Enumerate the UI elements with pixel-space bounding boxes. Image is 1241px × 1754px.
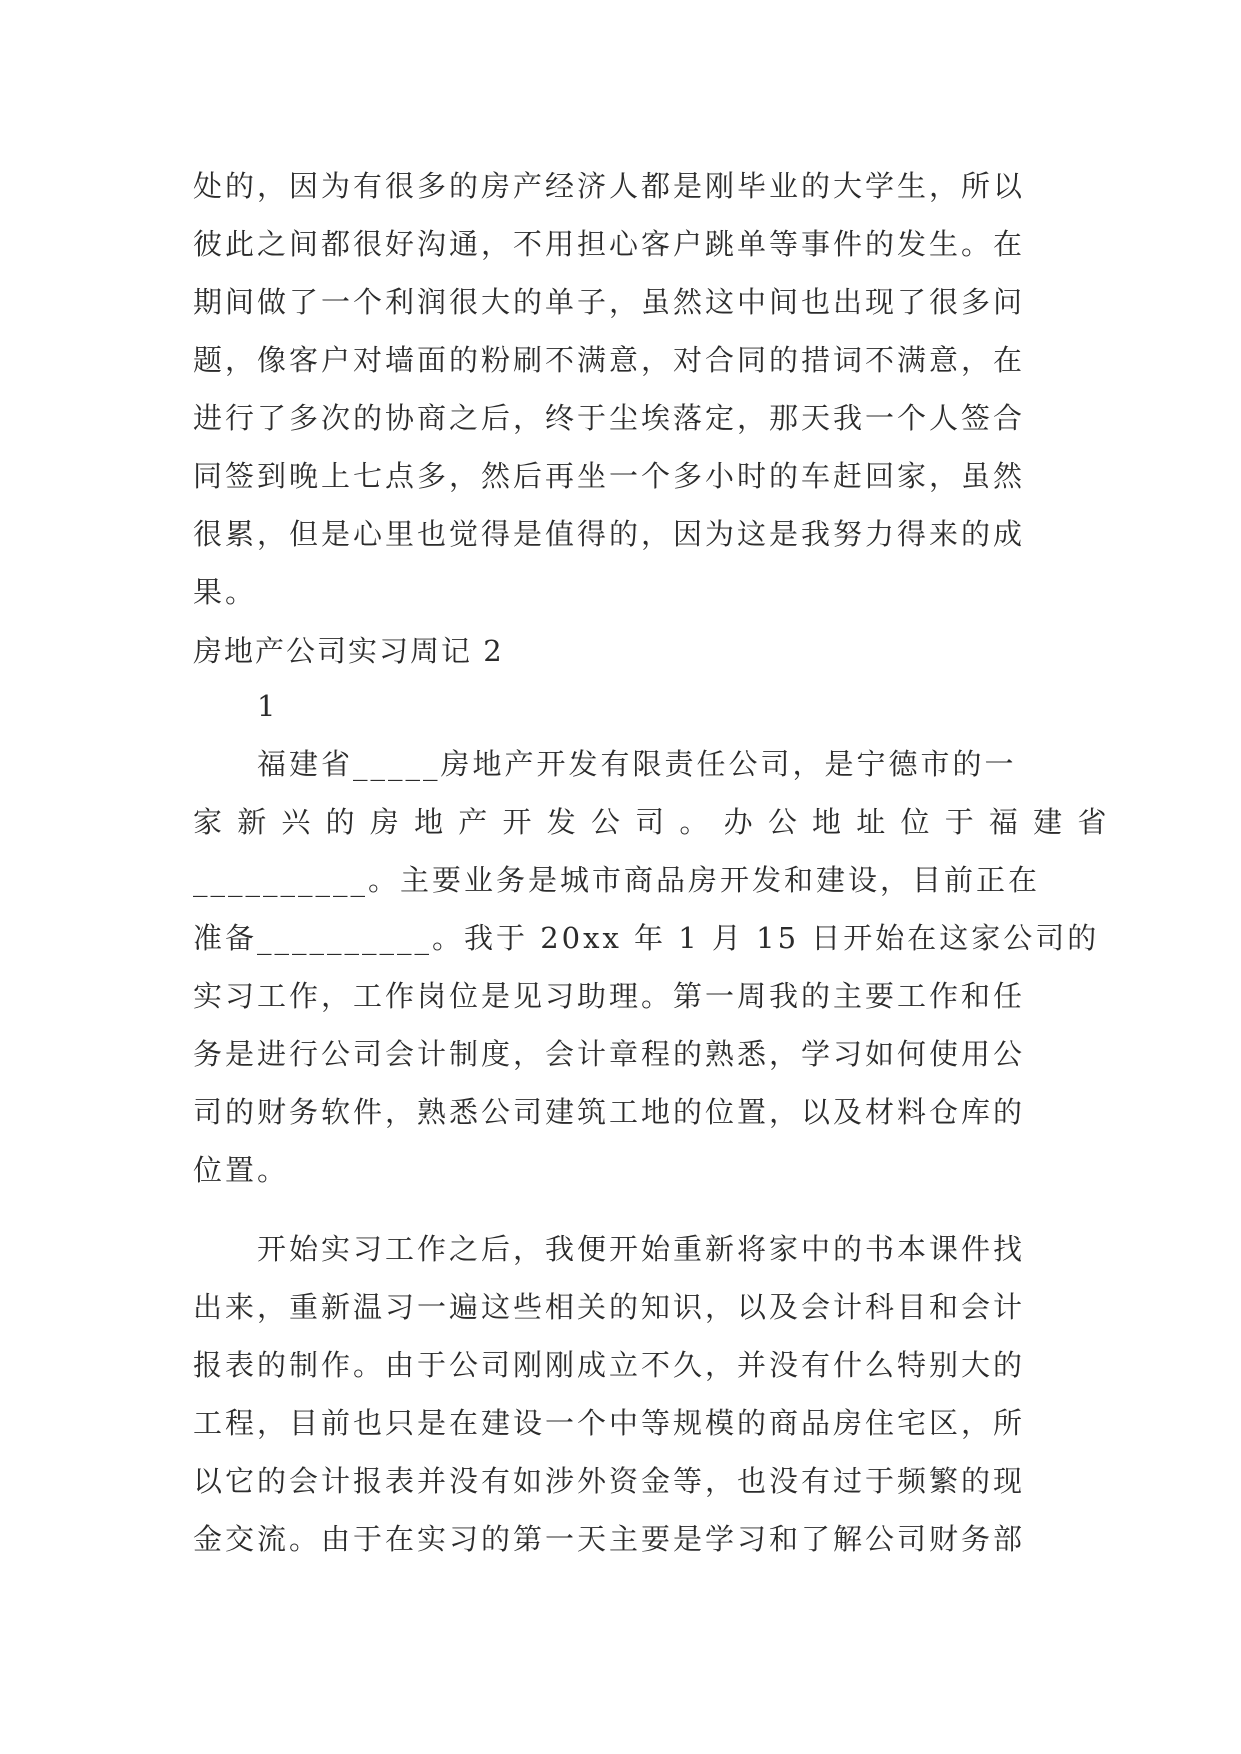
section-heading-block [193, 622, 1053, 680]
text-line: __________。主要业务是城市商品房开发和建设，目前正在 [193, 863, 1041, 897]
text-line: 开始实习工作之后，我便开始重新将家中的书本课件找 [257, 1232, 1026, 1266]
text-line: 福建省_____房地产开发有限责任公司，是宁德市的一 [257, 747, 1017, 781]
text-line: 金交流。由于在实习的第一天主要是学习和了解公司财务部 [193, 1522, 1026, 1556]
paragraph-internship-start [193, 1220, 1053, 1568]
text-line: 彼此之间都很好沟通，不用担心客户跳单等事件的发生。在 [193, 227, 1026, 261]
paragraph-company-intro [193, 677, 1110, 1199]
text-line: 处的，因为有很多的房产经济人都是刚毕业的大学生，所以 [193, 169, 1026, 203]
text-line: 很累，但是心里也觉得是值得的，因为这是我努力得来的成 [193, 517, 1026, 551]
text-line: 实习工作，工作岗位是见习助理。第一周我的主要工作和任 [193, 979, 1026, 1013]
text-line: 司的财务软件，熟悉公司建筑工地的位置，以及材料仓库的 [193, 1095, 1026, 1129]
text-line: 准备__________。我于 20xx 年 1 月 15 日开始在这家公司的 [193, 921, 1100, 955]
section-heading: 房地产公司实习周记 2 [193, 634, 504, 668]
section-number: 1 [257, 689, 279, 723]
text-line: 期间做了一个利润很大的单子，虽然这中间也出现了很多问 [193, 285, 1026, 319]
text-line: 进行了多次的协商之后，终于尘埃落定，那天我一个人签合 [193, 401, 1026, 435]
text-line: 务是进行公司会计制度，会计章程的熟悉，学习如何使用公 [193, 1037, 1026, 1071]
text-line: 以它的会计报表并没有如涉外资金等，也没有过于频繁的现 [193, 1464, 1026, 1498]
text-line: 题，像客户对墙面的粉刷不满意，对合同的措词不满意，在 [193, 343, 1026, 377]
text-line: 家 新 兴 的 房 地 产 开 发 公 司 。 办 公 地 址 位 于 福 建 省 [193, 805, 1110, 839]
text-line: 位置。 [193, 1153, 290, 1187]
text-line: 工程，目前也只是在建设一个中等规模的商品房住宅区，所 [193, 1406, 1026, 1440]
text-line: 报表的制作。由于公司刚刚成立不久，并没有什么特别大的 [193, 1348, 1026, 1382]
text-line: 出来，重新温习一遍这些相关的知识，以及会计科目和会计 [193, 1290, 1026, 1324]
continued-paragraph [193, 157, 1053, 621]
text-line: 同签到晚上七点多，然后再坐一个多小时的车赶回家，虽然 [193, 459, 1026, 493]
text-line: 果。 [193, 575, 258, 609]
